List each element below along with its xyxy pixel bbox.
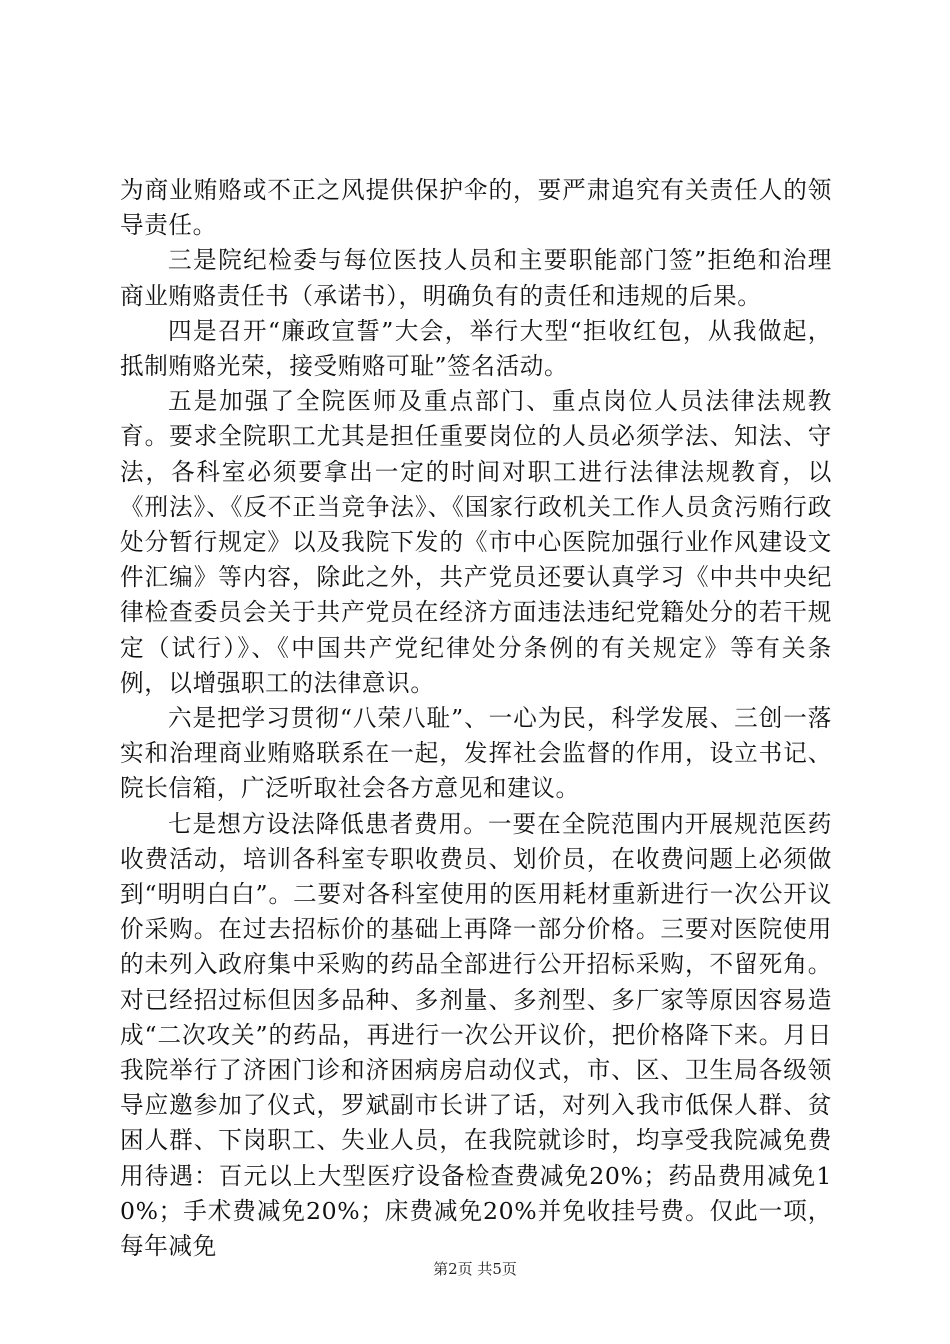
paragraph-continued: 为商业贿赂或不正之风提供保护伞的，要严肃追究有关责任人的领导责任。 [120, 176, 832, 240]
paragraph-item-3: 三是院纪检委与每位医技人员和主要职能部门签”拒绝和治理商业贿赂责任书（承诺书），明确负有的责任和违规的后果。 [120, 246, 832, 310]
paragraph-item-7: 七是想方设法降低患者费用。一要在全院范围内开展规范医药收费活动，培训各科室专职收费员、划价员，在收费问题上必须做到“明明白白”。二要对各科室使用的医用耗材重新进行一次公开议价采购。在过去招标价的基础上再降一部分价格。三要对医院使用的未列入政府集中采购的药品全部进行公开招标采购，不留死角。对已经招过标但因多品种、多剂量、多剂型、多厂家等原因容易造成“二次攻关”的药品，再进行一次公开议价，把价格降下来。月日我院举行了济困门诊和济困病房启动仪式，市、区、卫生局各级领导应邀参加了仪式，罗斌副市长讲了话，对列入我市低保人群、贫困人群、下岗职工、失业人员，在我院就诊时，均享受我院减免费用待遇：百元以上大型医疗设备检查费减免20%；药品费用减免10%；手术费减免20%；床费减免20%并免收挂号费。仅此一项，每年减免 [120, 809, 832, 1261]
paragraph-item-4: 四是召开“廉政宣誓”大会，举行大型“拒收红包，从我做起，抵制贿赂光荣，接受贿赂可耻”签名活动。 [120, 316, 832, 381]
document-body [120, 173, 832, 1264]
paragraph-item-6: 六是把学习贯彻“八荣八耻”、一心为民，科学发展、三创一落实和治理商业贿赂联系在一起，发挥社会监督的作用，设立书记、院长信箱，广泛听取社会各方意见和建议。 [120, 704, 832, 803]
page-number-footer: 第2页 共5页 [433, 1260, 517, 1278]
paragraph-item-5: 五是加强了全院医师及重点部门、重点岗位人员法律法规教育。要求全院职工尤其是担任重要岗位的人员必须学法、知法、守法，各科室必须要拿出一定的时间对职工进行法律法规教育，以《刑法》、《反不正当竞争法》、《国家行政机关工作人员贪污贿行政处分暂行规定》以及我院下发的《市中心医院加强行业作风建设文件汇编》等内容，除此之外，共产党员还要认真学习《中共中央纪律检查委员会关于共产党员在经济方面违法违纪党籍处分的若干规定（试行）》、《中国共产党纪律处分条例的有关规定》等有关条例，以增强职工的法律意识。 [120, 387, 832, 697]
